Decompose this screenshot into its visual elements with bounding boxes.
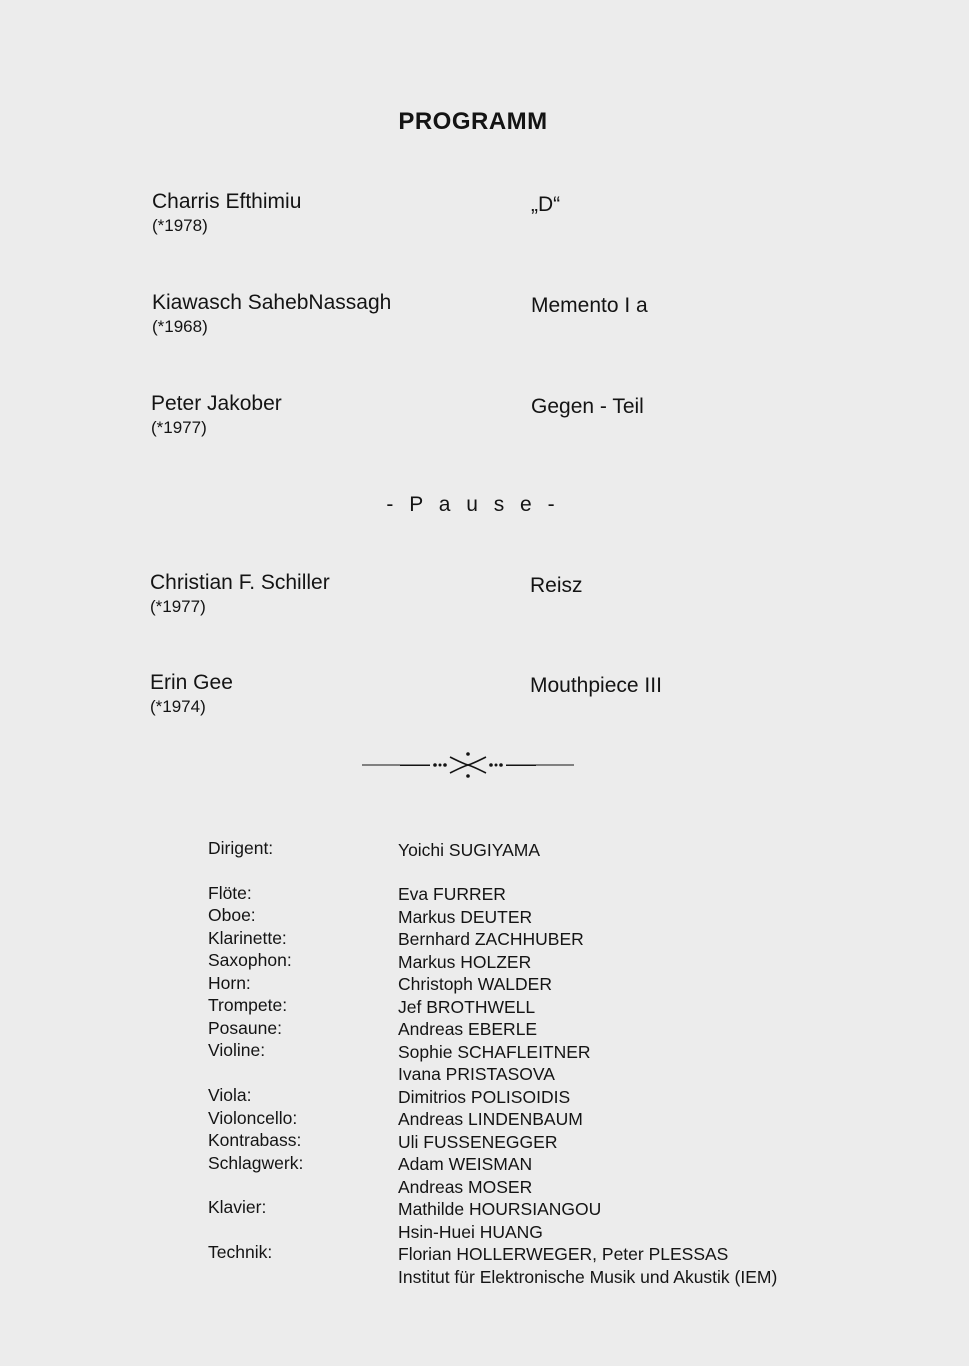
performer-name: Dimitrios POLISOIDIS	[398, 1087, 571, 1107]
work-title: Mouthpiece III	[530, 674, 662, 697]
performer-name: Hsin-Huei HUANG	[398, 1222, 543, 1242]
performer-name: Institut für Elektronische Musik und Akustik (IEM)	[398, 1267, 778, 1287]
performer-name: Markus DEUTER	[398, 907, 533, 927]
role-label: Horn:	[208, 973, 251, 993]
performer-name: Markus HOLZER	[398, 952, 532, 972]
performer-name: Eva FURRER	[398, 884, 506, 904]
composer-years: (*1974)	[150, 697, 206, 716]
role-label: Oboe:	[208, 905, 256, 925]
performer-name: Jef BROTHWELL	[398, 997, 536, 1017]
role-label: Viola:	[208, 1085, 252, 1105]
decorative-divider-icon	[360, 748, 576, 780]
performer-name: Uli FUSSENEGGER	[398, 1132, 558, 1152]
composer-years: (*1977)	[151, 418, 207, 437]
work-title: Reisz	[530, 574, 583, 597]
performer-name: Andreas EBERLE	[398, 1019, 538, 1039]
performer-name: Sophie SCHAFLEITNER	[398, 1042, 591, 1062]
performer-name: Florian HOLLERWEGER, Peter PLESSAS	[398, 1244, 729, 1264]
performer-name: Mathilde HOURSIANGOU	[398, 1199, 602, 1219]
composer-name: Erin Gee	[150, 671, 233, 694]
performer-name: Adam WEISMAN	[398, 1154, 533, 1174]
work-title: „D“	[531, 193, 561, 216]
intermission-label: - P a u s e -	[386, 493, 560, 516]
performer-name: Christoph WALDER	[398, 974, 552, 994]
composer-years: (*1978)	[152, 216, 208, 235]
role-label: Trompete:	[208, 995, 288, 1015]
performer-name: Andreas MOSER	[398, 1177, 533, 1197]
role-label: Kontrabass:	[208, 1130, 302, 1150]
performer-name: Bernhard ZACHHUBER	[398, 929, 584, 949]
composer-years: (*1968)	[152, 317, 208, 336]
role-label: Saxophon:	[208, 950, 292, 970]
composer-name: Kiawasch SahebNassagh	[152, 291, 392, 314]
role-label: Technik:	[208, 1242, 273, 1262]
performer-name: Ivana PRISTASOVA	[398, 1064, 555, 1084]
work-title: Gegen - Teil	[531, 395, 644, 418]
role-label: Schlagwerk:	[208, 1153, 304, 1173]
role-label: Posaune:	[208, 1018, 282, 1038]
role-label: Klavier:	[208, 1197, 267, 1217]
performer-name: Andreas LINDENBAUM	[398, 1109, 583, 1129]
composer-years: (*1977)	[150, 597, 206, 616]
role-label: Violine:	[208, 1040, 266, 1060]
composer-name: Peter Jakober	[151, 392, 282, 415]
role-label: Klarinette:	[208, 928, 287, 948]
role-label: Violoncello:	[208, 1108, 298, 1128]
role-label: Flöte:	[208, 883, 252, 903]
work-title: Memento I a	[531, 294, 648, 317]
composer-name: Christian F. Schiller	[150, 571, 330, 594]
role-label: Dirigent:	[208, 838, 274, 858]
composer-name: Charris Efthimiu	[152, 190, 302, 213]
page-title: PROGRAMM	[398, 108, 548, 135]
performer-name: Yoichi SUGIYAMA	[398, 840, 540, 860]
